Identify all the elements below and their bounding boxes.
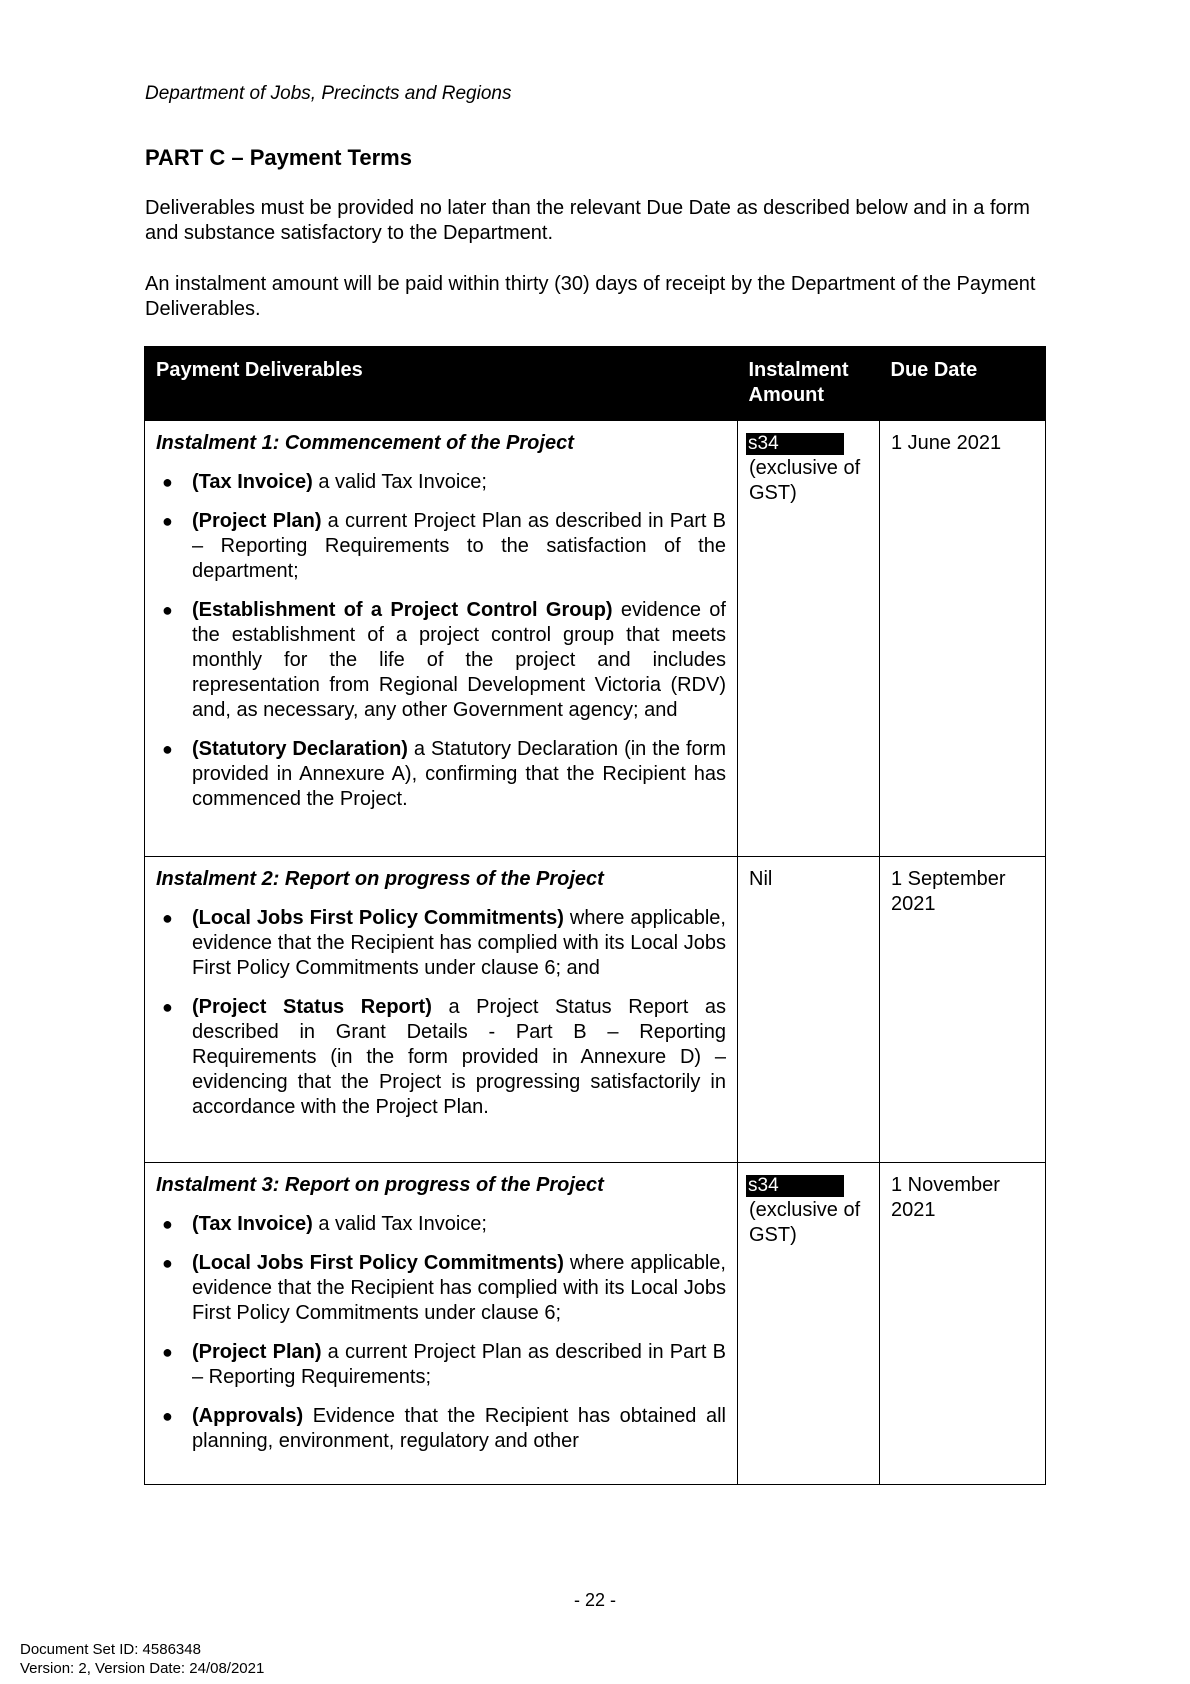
- item-text: a current Project Plan as described in Part B – Reporting Requirements;: [192, 1341, 726, 1388]
- deliverables-list: [156, 1212, 726, 1454]
- payment-terms-table: [144, 346, 1046, 1485]
- version-info: Version: 2, Version Date: 24/08/2021: [20, 1660, 265, 1677]
- deliverables-cell: [145, 1163, 738, 1485]
- department-header: Department of Jobs, Precincts and Regions: [145, 83, 512, 104]
- list-item: [156, 509, 726, 584]
- item-lead: (Project Status Report): [192, 996, 432, 1018]
- due-date-cell: 1 June 2021: [880, 421, 1046, 857]
- list-item: [156, 1340, 726, 1390]
- bullet-icon: ●: [162, 511, 173, 531]
- instalment-title: Instalment 2: Report on progress of the Project: [156, 868, 604, 890]
- list-item: [156, 470, 726, 495]
- deliverables-cell: [145, 421, 738, 857]
- item-text: evidence of the establishment of a project control group that meets monthly for the life of the project and includes representation from Regional Development Victoria (RDV) and, as necessary, any other Government agency; and: [192, 599, 726, 721]
- page-number: - 22 -: [573, 1590, 616, 1610]
- paragraph-deliverables: Deliverables must be provided no later than the relevant Due Date as described below and in a form and substance satisfactory to the Department.: [145, 197, 1030, 244]
- table-header-row: [145, 347, 1046, 421]
- paragraph-instalment: An instalment amount will be paid within thirty (30) days of receipt by the Department of the Payment Deliverables.: [145, 273, 1036, 320]
- item-lead: (Tax Invoice): [192, 1213, 313, 1235]
- instalment-title: Instalment 1: Commencement of the Project: [156, 432, 574, 454]
- bullet-icon: ●: [162, 997, 173, 1017]
- item-lead: (Statutory Declaration): [192, 738, 408, 760]
- bullet-icon: ●: [162, 1214, 173, 1234]
- redaction-block: s34: [746, 1175, 844, 1197]
- item-text: where applicable, evidence that the Recipient has complied with its Local Jobs First Policy Commitments under clause 6;: [192, 1252, 726, 1324]
- document-set-id: Document Set ID: 4586348: [20, 1641, 201, 1658]
- list-item: [156, 598, 726, 723]
- amount-note: (exclusive of GST): [749, 457, 861, 504]
- amount-note: (exclusive of GST): [749, 1199, 861, 1246]
- part-title: PART C – Payment Terms: [145, 145, 412, 170]
- item-lead: (Local Jobs First Policy Commitments): [192, 907, 564, 929]
- bullet-icon: ●: [162, 1342, 173, 1362]
- due-date-cell: 1 September 2021: [880, 857, 1046, 1163]
- amount-cell: Nil: [738, 857, 880, 1163]
- item-lead: (Tax Invoice): [192, 471, 313, 493]
- item-text: a valid Tax Invoice;: [312, 1213, 487, 1235]
- deliverables-list: [156, 470, 726, 812]
- due-date-cell: 1 November 2021: [880, 1163, 1046, 1485]
- deliverables-list: [156, 906, 726, 1120]
- list-item: [156, 995, 726, 1120]
- bullet-icon: ●: [162, 739, 173, 759]
- bullet-icon: ●: [162, 908, 173, 928]
- redaction-block: s34: [746, 433, 844, 455]
- table-row: [145, 421, 1046, 857]
- deliverables-cell: [145, 857, 738, 1163]
- item-text: a Project Status Report as described in Grant Details - Part B – Reporting Requirements (in the form provided in Annexure D) – evidencing that the Project is progressing satisfactorily in accordance with the Project Plan.: [192, 996, 726, 1118]
- list-item: [156, 1251, 726, 1326]
- item-text: a Statutory Declaration (in the form provided in Annexure A), confirming that the Recipient has commenced the Project.: [192, 738, 726, 810]
- instalment-title: Instalment 3: Report on progress of the Project: [156, 1174, 604, 1196]
- item-lead: (Establishment of a Project Control Group): [192, 599, 613, 621]
- bullet-icon: ●: [162, 600, 173, 620]
- list-item: [156, 1404, 726, 1454]
- bullet-icon: ●: [162, 1253, 173, 1273]
- list-item: [156, 906, 726, 981]
- item-lead: (Project Plan): [192, 1341, 322, 1363]
- header-due-date: Due Date: [880, 347, 1046, 421]
- header-payment-deliverables: Payment Deliverables: [145, 347, 738, 421]
- item-text: where applicable, evidence that the Recipient has complied with its Local Jobs First Policy Commitments under clause 6; and: [192, 907, 726, 979]
- table-row: [145, 857, 1046, 1163]
- item-text: Evidence that the Recipient has obtained all planning, environment, regulatory and other: [192, 1405, 726, 1452]
- document-footer: [20, 1640, 264, 1678]
- item-lead: (Local Jobs First Policy Commitments): [192, 1252, 564, 1274]
- bullet-icon: ●: [162, 1406, 173, 1426]
- table-row: [145, 1163, 1046, 1485]
- bullet-icon: ●: [162, 472, 173, 492]
- header-instalment-amount: Instalment Amount: [738, 347, 880, 421]
- list-item: [156, 737, 726, 812]
- item-text: a current Project Plan as described in Part B – Reporting Requirements to the satisfaction of the department;: [192, 510, 726, 582]
- list-item: [156, 1212, 726, 1237]
- item-lead: (Project Plan): [192, 510, 322, 532]
- item-lead: (Approvals): [192, 1405, 304, 1427]
- amount-cell: [738, 421, 880, 857]
- item-text: a valid Tax Invoice;: [312, 471, 487, 493]
- amount-cell: [738, 1163, 880, 1485]
